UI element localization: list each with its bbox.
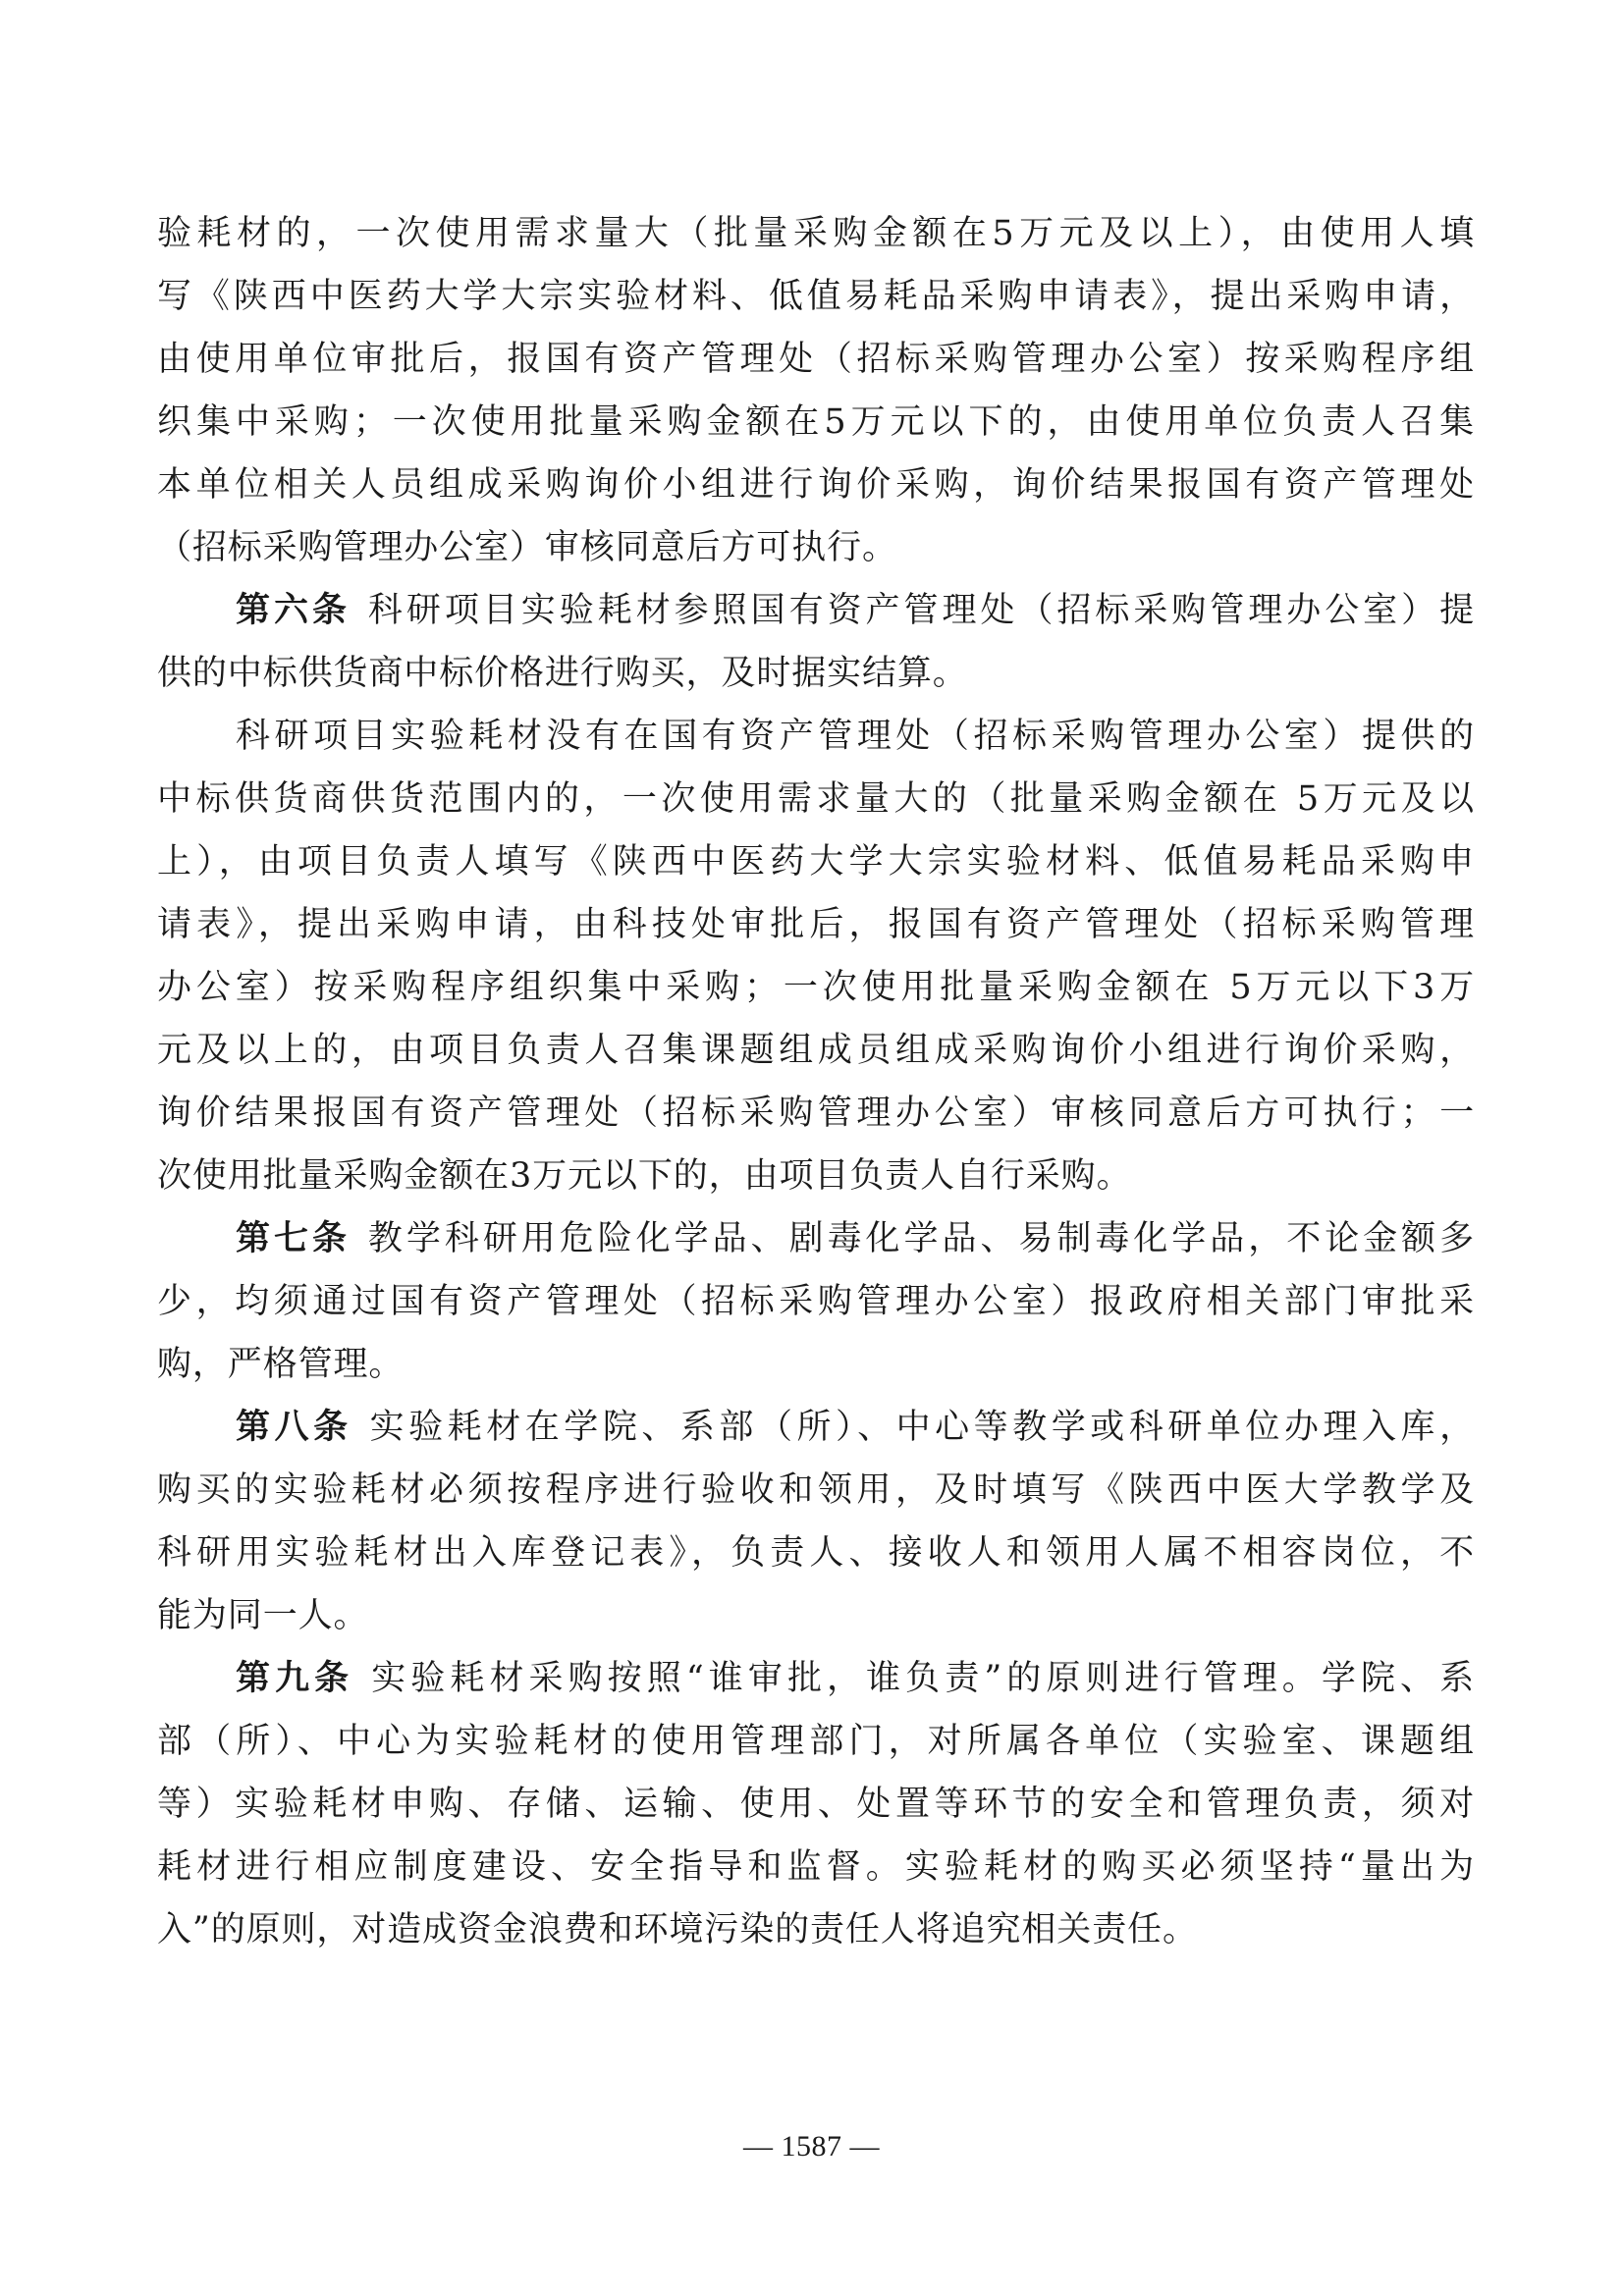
article-6-heading: 第六条	[236, 591, 351, 630]
text-line: 入”的原则，对造成资金浪费和环境污染的责任人将追究相关责任。	[157, 1910, 1198, 1949]
text-line: 验耗材的，一次使用需求量大（批量采购金额在5万元及以上），由使用人填	[157, 214, 1475, 253]
text-line: 科研项目实验耗材参照国有资产管理处（招标采购管理办公室）提	[367, 591, 1475, 630]
text-line: 购买的实验耗材必须按程序进行验收和领用，及时填写《陕西中医大学教学及	[157, 1470, 1475, 1510]
text-line: 本单位相关人员组成采购询价小组进行询价采购，询价结果报国有资产管理处	[157, 465, 1475, 505]
article-7-line	[157, 1207, 1475, 1270]
text-line: 请表》，提出采购申请，由科技处审批后，报国有资产管理处（招标采购管理	[157, 905, 1475, 944]
text-line: 部（所）、中心为实验耗材的使用管理部门，对所属各单位（实验室、课题组	[157, 1722, 1475, 1761]
text-line: 中标供货商供货范围内的，一次使用需求量大的（批量采购金额在 5万元及以	[157, 779, 1475, 819]
text-line: 由使用单位审批后，报国有资产管理处（招标采购管理办公室）按采购程序组	[157, 340, 1475, 379]
text-line: 元及以上的，由项目负责人召集课题组成员组成采购询价小组进行询价采购，	[157, 1031, 1475, 1070]
text-line: 科研用实验耗材出入库登记表》，负责人、接收人和领用人属不相容岗位，不	[157, 1533, 1475, 1573]
document-body	[157, 202, 1475, 1961]
article-7-heading: 第七条	[236, 1219, 351, 1258]
text-line: 询价结果报国有资产管理处（招标采购管理办公室）审核同意后方可执行；一	[157, 1094, 1475, 1133]
text-line: 实验耗材在学院、系部（所）、中心等教学或科研单位办理入库，	[369, 1408, 1475, 1447]
article-6-line	[157, 579, 1475, 642]
text-line: （招标采购管理办公室）审核同意后方可执行。	[157, 528, 897, 567]
text-line: 等）实验耗材申购、存储、运输、使用、处置等环节的安全和管理负责，须对	[157, 1785, 1475, 1824]
text-line: 织集中采购；一次使用批量采购金额在5万元以下的，由使用单位负责人召集	[157, 402, 1475, 442]
article-8-heading: 第八条	[236, 1408, 352, 1447]
article-9-line	[157, 1647, 1475, 1710]
text-line: 教学科研用危险化学品、剧毒化学品、易制毒化学品，不论金额多	[367, 1219, 1475, 1258]
text-line: 上），由项目负责人填写《陕西中医药大学大宗实验材料、低值易耗品采购申	[157, 842, 1475, 881]
text-line: 写《陕西中医药大学大宗实验材料、低值易耗品采购申请表》，提出采购申请，	[157, 277, 1475, 316]
text-line: 供的中标供货商中标价格进行购买，及时据实结算。	[157, 654, 968, 693]
article-8-line	[157, 1396, 1475, 1459]
text-line: 购，严格管理。	[157, 1345, 405, 1384]
text-line: 能为同一人。	[157, 1596, 369, 1635]
text-line: 办公室）按采购程序组织集中采购；一次使用批量采购金额在 5万元以下3万	[157, 968, 1475, 1007]
text-line: 科研项目实验耗材没有在国有资产管理处（招标采购管理办公室）提供的	[236, 717, 1475, 756]
page-number: — 1587 —	[743, 2130, 880, 2163]
text-line: 少，均须通过国有资产管理处（招标采购管理办公室）报政府相关部门审批采	[157, 1282, 1475, 1321]
text-line: 次使用批量采购金额在3万元以下的，由项目负责人自行采购。	[157, 1156, 1132, 1196]
text-line: 实验耗材采购按照“谁审批，谁负责”的原则进行管理。学院、系	[371, 1659, 1475, 1698]
article-9-heading: 第九条	[236, 1659, 354, 1698]
text-line: 耗材进行相应制度建设、安全指导和监督。实验耗材的购买必须坚持“量出为	[157, 1847, 1475, 1887]
